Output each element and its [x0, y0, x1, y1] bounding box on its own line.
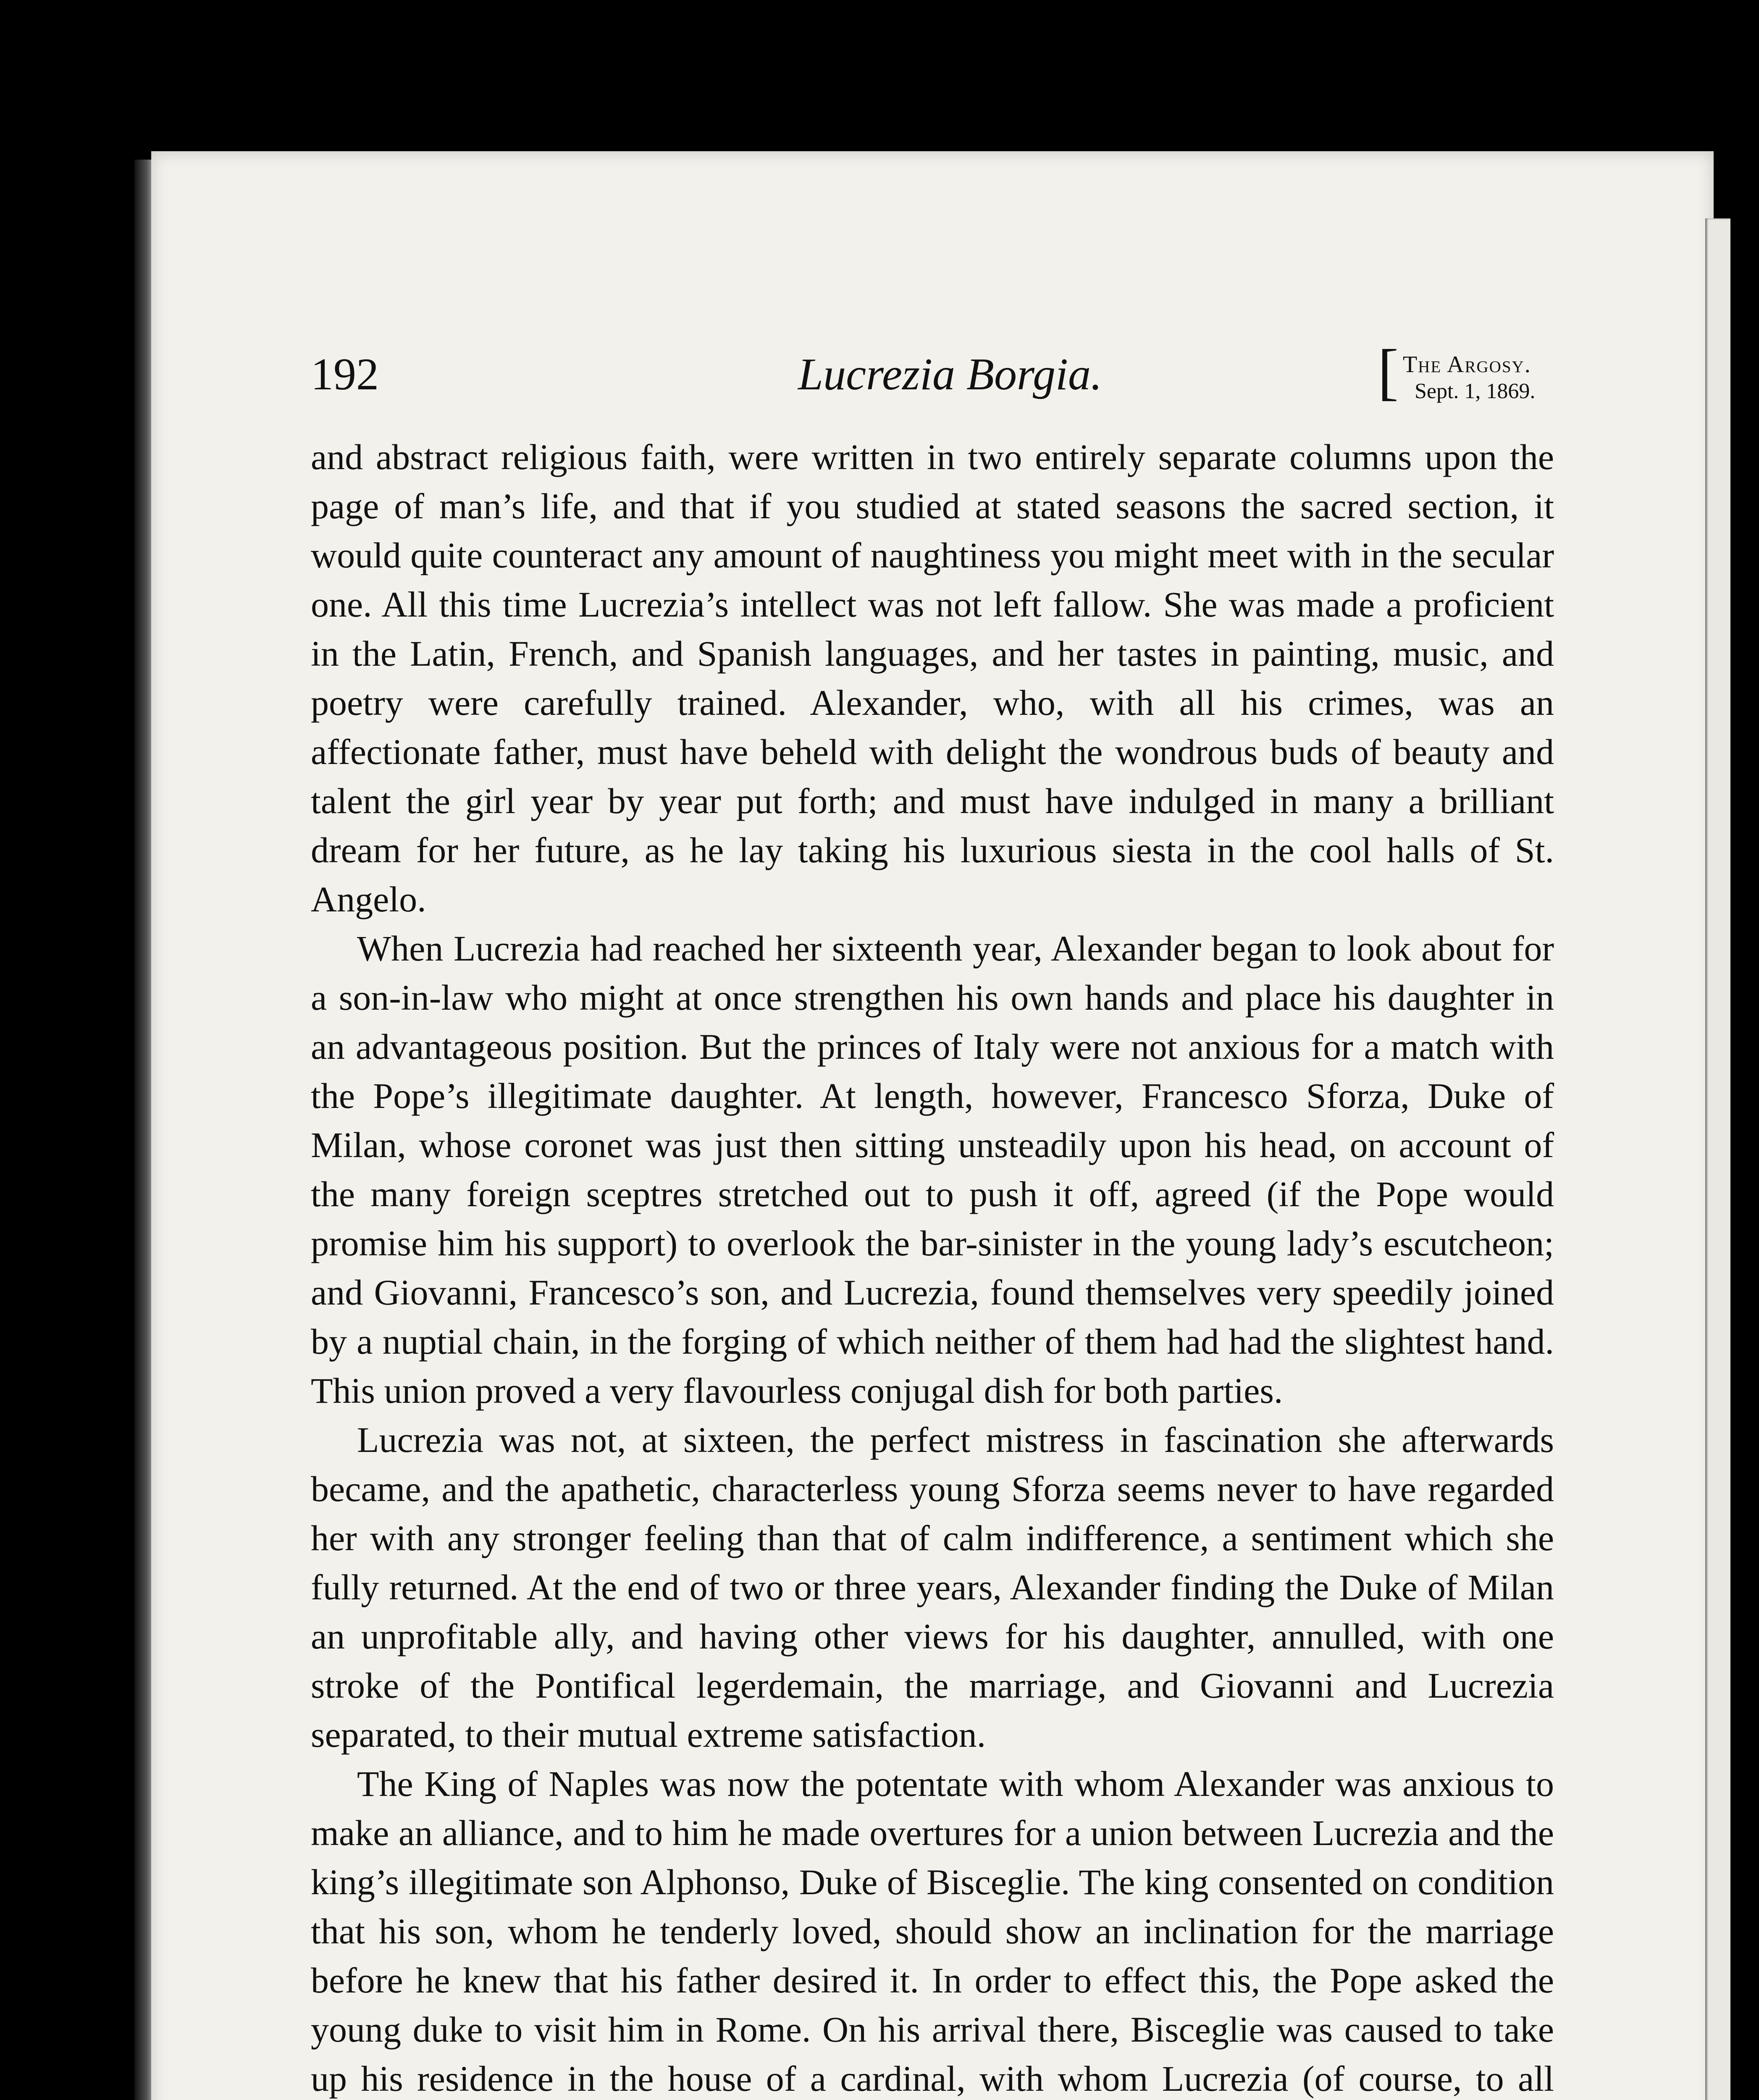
publication-date: Sept. 1, 1869.: [1414, 379, 1536, 403]
body-text: [311, 433, 1554, 2100]
paragraph: The King of Naples was now the potentate with whom Alexander was anxious to make an alliance, and to him he made overtures for a union between Lucrezia and the king’s illegitimate son Alphonso, Duke of Bisceglie. The king consented on condition that his son, whom he tenderly loved, should show an inclination for the marriage before he knew that his father desired it. In order to effect this, the Pope asked the young duke to visit him in Rome. On his arrival there, Bisceglie was caused to take up his residence in the house of a cardinal, with whom Lucrezia (of course, to all: [311, 1764, 1554, 2099]
paragraph: Lucrezia was not, at sixteen, the perfect mistress in fascination she afterwards became, and the apathetic, characterless young Sforza seems never to have regarded her with any stronger feeling than that of calm indifference, a sentiment which she fully returned. At the end of two or three years, Alexander finding the Duke of Milan an unprofitable ally, and having other views for his daughter, annulled, with one stroke of the Pontifical legerdemain, the marriage, and Giovanni and Lucrezia separated, to their mutual extreme satisfaction.: [311, 1420, 1554, 1755]
running-title: Lucrezia Borgia.: [798, 349, 1102, 399]
publication-text: [1403, 344, 1535, 405]
page-number: 192: [311, 349, 379, 399]
page-header: [311, 337, 1554, 420]
bracket-glyph: [: [1378, 337, 1399, 407]
publication-info: [1378, 337, 1536, 407]
page-edge: [1705, 218, 1730, 2100]
publication-name: The Argosy.: [1402, 352, 1531, 378]
paragraph-continued: and abstract religious faith, were written in two entirely separate columns upon the page of man’s life, and that if you studied at stated seasons the sacred section, it would quite counteract any amount of naughtiness you might meet with in the secular one. All this time Lucrezia’s intellect was not left fallow. She was made a proficient in the Latin, French, and Spanish languages, and her tastes in painting, music, and poetry were carefully trained. Alexander, who, with all his crimes, was an affectionate father, must have beheld with delight the wondrous buds of beauty and talent the girl year by year put forth; and must have indulged in many a brilliant dream for her future, as he lay taking his luxurious siesta in the cool halls of St. Angelo.: [311, 437, 1554, 919]
paragraph: When Lucrezia had reached her sixteenth year, Alexander began to look about for a son-in-law who might at once strengthen his own hands and place his daughter in an advantageous position. But the princes of Italy were not anxious for a match with the Pope’s illegitimate daughter. At length, however, Francesco Sforza, Duke of Milan, whose coronet was just then sitting unsteadily upon his head, on account of the many foreign sceptres stretched out to push it off, agreed (if the Pope would promise him his support) to overlook the bar-sinister in the young lady’s escutcheon; and Giovanni, Francesco’s son, and Lucrezia, found themselves very speedily joined by a nuptial chain, in the forging of which neither of them had had the slightest hand. This union proved a very flavourless conjugal dish for both parties.: [311, 928, 1554, 1411]
